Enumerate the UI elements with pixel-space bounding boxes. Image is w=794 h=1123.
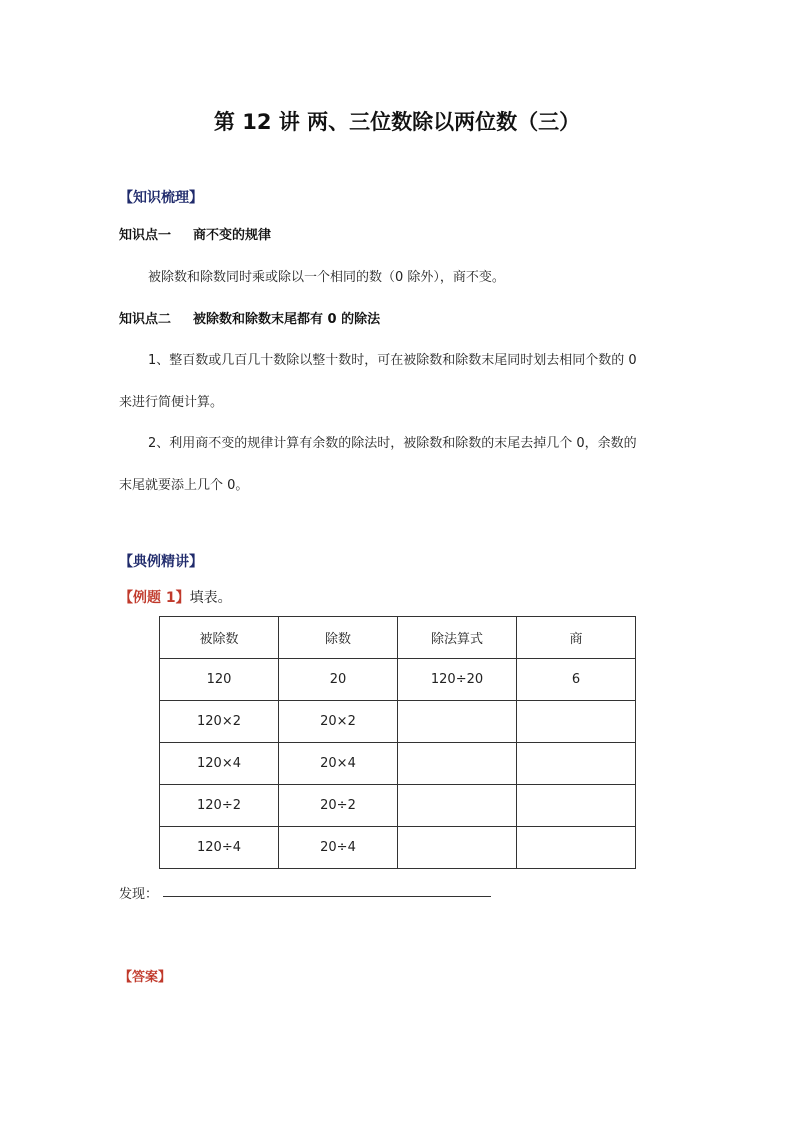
table-cell: 20 bbox=[279, 659, 398, 701]
knowledge-point-1-text: 被除数和除数同时乘或除以一个相同的数（0 除外），商不变。 bbox=[148, 270, 505, 285]
knowledge-point-2-label: 知识点二 bbox=[119, 312, 172, 327]
table-cell-blank[interactable] bbox=[517, 743, 636, 785]
knowledge-heading: 【知识梳理】 bbox=[119, 190, 203, 206]
page-title: 第 12 讲 两、三位数除以两位数（三） bbox=[213, 110, 581, 134]
knowledge-point-1 bbox=[119, 224, 271, 243]
table-header-cell: 除法算式 bbox=[398, 617, 517, 659]
table-cell-blank[interactable] bbox=[517, 701, 636, 743]
table-cell: 20×4 bbox=[279, 743, 398, 785]
table-cell: 120÷4 bbox=[160, 827, 279, 869]
example-1-table bbox=[159, 616, 636, 869]
table-cell: 120 bbox=[160, 659, 279, 701]
examples-heading: 【典例精讲】 bbox=[119, 554, 203, 570]
knowledge-point-2-item1-line1: 1、整百数或几百几十数除以整十数时，可在被除数和除数末尾同时划去相同个数的 0 bbox=[148, 353, 637, 368]
table-cell-blank[interactable] bbox=[517, 827, 636, 869]
table-header-cell: 商 bbox=[517, 617, 636, 659]
table-row bbox=[160, 785, 636, 827]
knowledge-point-2-item1-line2: 来进行简便计算。 bbox=[119, 395, 224, 410]
table-cell: 120×2 bbox=[160, 701, 279, 743]
table-cell: 20÷2 bbox=[279, 785, 398, 827]
table-cell-blank[interactable] bbox=[398, 827, 517, 869]
table-header-cell: 被除数 bbox=[160, 617, 279, 659]
knowledge-point-2-item2-line1: 2、利用商不变的规律计算有余数的除法时，被除数和除数的末尾去掉几个 0，余数的 bbox=[148, 436, 637, 451]
table-row bbox=[160, 743, 636, 785]
finding-label: 发现： bbox=[119, 887, 159, 902]
table-cell: 20×2 bbox=[279, 701, 398, 743]
example-1-instruction: 填表。 bbox=[189, 590, 232, 606]
knowledge-point-1-name: 商不变的规律 bbox=[193, 228, 272, 243]
example-1-header bbox=[119, 587, 232, 607]
knowledge-point-2-item2-line2: 末尾就要添上几个 0。 bbox=[119, 478, 249, 493]
table-cell: 20÷4 bbox=[279, 827, 398, 869]
table-cell: 120÷2 bbox=[160, 785, 279, 827]
knowledge-point-1-label: 知识点一 bbox=[119, 228, 172, 243]
table-cell: 120×4 bbox=[160, 743, 279, 785]
knowledge-point-2 bbox=[119, 308, 380, 327]
table-cell-blank[interactable] bbox=[398, 785, 517, 827]
table-header-cell: 除数 bbox=[279, 617, 398, 659]
knowledge-point-2-name: 被除数和除数末尾都有 0 的除法 bbox=[193, 312, 381, 327]
table-cell: 6 bbox=[517, 659, 636, 701]
table-cell: 120÷20 bbox=[398, 659, 517, 701]
table-header-row bbox=[160, 617, 636, 659]
table-row bbox=[160, 701, 636, 743]
example-1-label: 【例题 1】 bbox=[119, 590, 190, 606]
table-cell-blank[interactable] bbox=[398, 743, 517, 785]
table-row bbox=[160, 827, 636, 869]
table-row bbox=[160, 659, 636, 701]
finding-answer-line[interactable] bbox=[163, 896, 491, 897]
table-cell-blank[interactable] bbox=[517, 785, 636, 827]
answer-label: 【答案】 bbox=[119, 970, 172, 985]
table-cell-blank[interactable] bbox=[398, 701, 517, 743]
